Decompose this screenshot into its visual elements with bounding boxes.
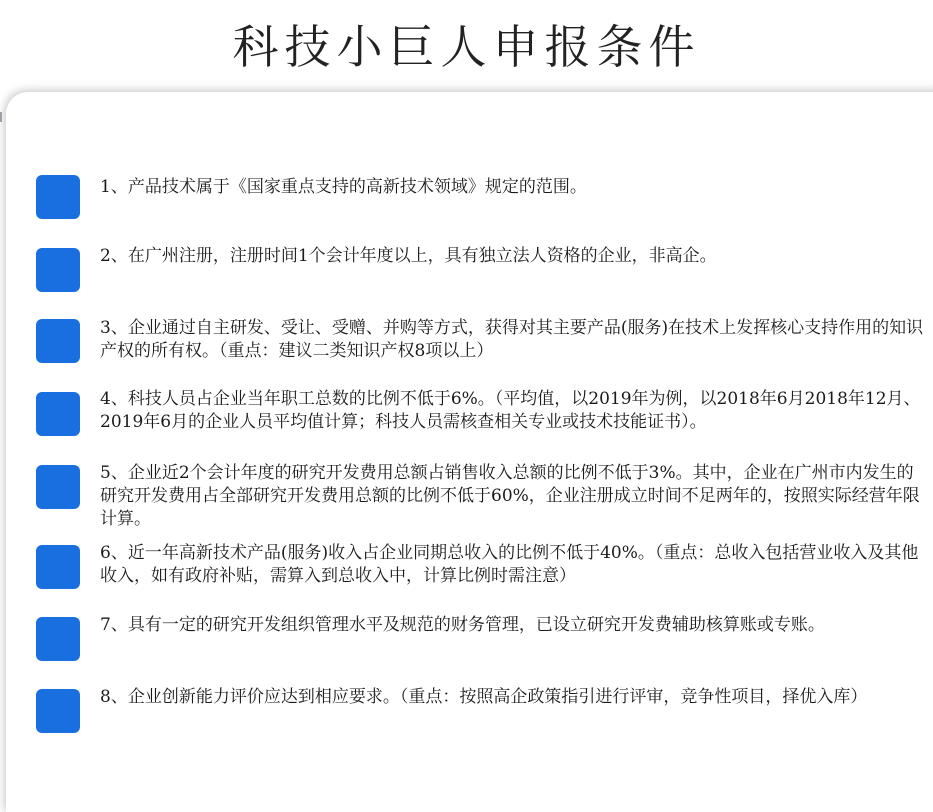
card-edge-marker — [0, 112, 6, 122]
condition-text: 5、企业近2个会计年度的研究开发费用总额占销售收入总额的比例不低于3%。其中，企业在广州市内发生的研究开发费用占全部研究开发费用总额的比例不低于60%，企业注册成立时间不足两年的，按照实际经营年限计算。 — [100, 463, 920, 529]
blue-square-bullet-icon — [36, 175, 80, 219]
blue-square-bullet-icon — [36, 617, 80, 661]
blue-square-bullet-icon — [36, 392, 80, 436]
blue-square-bullet-icon — [36, 319, 80, 363]
condition-text: 1、产品技术属于《国家重点支持的高新技术领域》规定的范围。 — [100, 177, 587, 197]
blue-square-bullet-icon — [36, 248, 80, 292]
blue-square-bullet-icon — [36, 465, 80, 509]
blue-square-bullet-icon — [36, 545, 80, 589]
condition-text: 7、具有一定的研究开发组织管理水平及规范的财务管理，已设立研究开发费辅助核算账或专账。 — [100, 615, 825, 635]
condition-text: 4、科技人员占企业当年职工总数的比例不低于6%。（平均值，以2019年为例，以2018年6月2018年12月、2019年6月的企业人员平均值计算；科技人员需核查相关专业或技术技能证书）。 — [100, 389, 921, 432]
page-title: 科技小巨人申报条件 — [232, 20, 701, 74]
condition-text: 3、企业通过自主研发、受让、受赠、并购等方式，获得对其主要产品(服务)在技术上发挥核心支持作用的知识产权的所有权。（重点：建议二类知识产权8项以上） — [100, 318, 924, 361]
condition-text: 8、企业创新能力评价应达到相应要求。（重点：按照高企政策指引进行评审，竞争性项目，择优入库） — [100, 687, 868, 707]
blue-square-bullet-icon — [36, 689, 80, 733]
condition-text: 6、近一年高新技术产品(服务)收入占企业同期总收入的比例不低于40%。（重点：总收入包括营业收入及其他收入，如有政府补贴，需算入到总收入中，计算比例时需注意） — [100, 543, 919, 586]
condition-text: 2、在广州注册，注册时间1个会计年度以上，具有独立法人资格的企业，非高企。 — [100, 246, 717, 266]
